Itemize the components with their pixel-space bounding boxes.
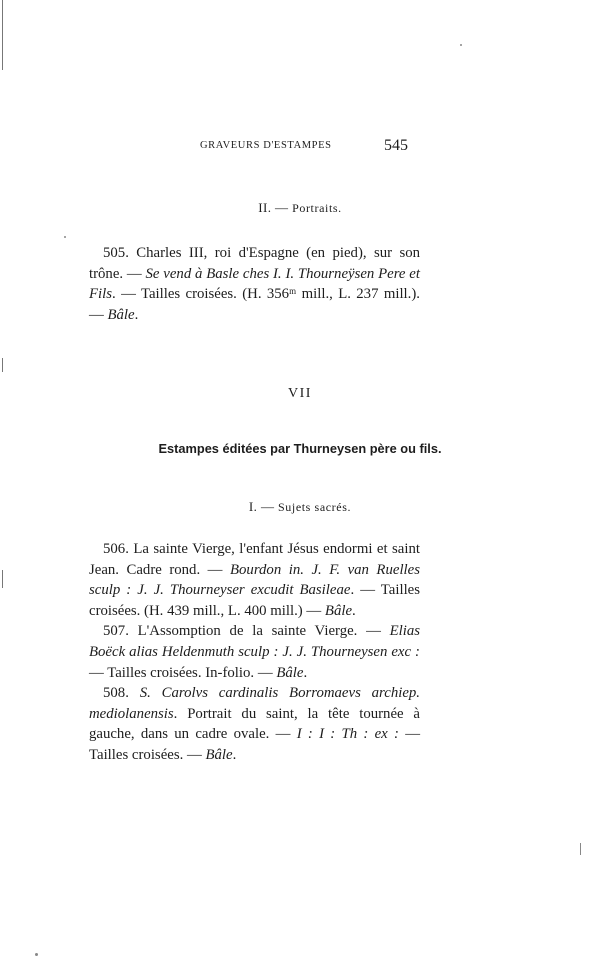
running-head-title: GRAVEURS D'ESTAMPES [200, 140, 332, 151]
catalogue-entry-505 [89, 243, 420, 325]
entry-inscription: Se vend à Basle ches I. I. Thourneÿsen Pere et Fils [89, 265, 420, 303]
scan-speck [35, 953, 38, 956]
entry-inscription: S. Carolvs cardinalis Borromaevs archiep. mediolanensis [89, 685, 420, 722]
scan-speck [64, 236, 66, 238]
catalogue-entry-506 [89, 539, 420, 621]
running-head [0, 138, 600, 158]
section-title: Portraits. [292, 201, 342, 215]
page-number: 545 [384, 137, 408, 154]
entry-end: . [352, 602, 356, 619]
entry-location: Bâle [205, 746, 233, 763]
scan-edge-mark [2, 570, 3, 588]
section-heading-portraits [0, 200, 600, 216]
chapter-title: Estampes éditées par Thurneysen père ou fils. [158, 441, 442, 456]
entry-technique: . — Tailles croisées. (H. 356ᵐ mill., L. 237 mill.). — [89, 286, 420, 323]
section-number: I. — [248, 499, 275, 514]
entry-end: . [232, 746, 237, 763]
entry-inscription: Elias Boëck alias Heldenmuth sculp : J. J. Thourneysen exc : [89, 623, 420, 660]
entry-description: . Portrait du saint, la tête tournée à gauche, dans un cadre ovale. — [89, 705, 420, 743]
entry-engraver-mark: I : I : Th : ex : [296, 726, 399, 743]
entry-end: . [303, 664, 308, 681]
entry-location: Bâle [107, 306, 135, 323]
entry-technique: . — Tailles croisées. (H. 439 mill., L. 400 mill.) — [89, 582, 421, 619]
section-title: Sujets sacrés. [278, 500, 352, 514]
entry-description: 507. L'Assomption de la sainte Vierge. — [103, 623, 390, 640]
scan-edge-mark [2, 358, 3, 372]
entry-number: 508. [103, 685, 140, 702]
section-number: II. — [258, 200, 289, 215]
scan-speck [580, 843, 581, 855]
entry-list-sacred [89, 539, 420, 766]
catalogue-entry-507 [89, 621, 420, 683]
catalogue-entry-508 [89, 683, 420, 765]
entry-list-portraits [89, 243, 420, 325]
entry-description: 505. Charles III, roi d'Espagne (en pied), sur son trône. — [89, 245, 420, 282]
entry-technique: — Tailles croisées. — [89, 726, 420, 763]
chapter-number: VII [288, 386, 312, 401]
entry-description: 506. La sainte Vierge, l'enfant Jésus endormi et saint Jean. Cadre rond. — [89, 541, 420, 578]
entry-end: . [134, 306, 139, 323]
section-heading-sacred [0, 499, 600, 515]
entry-inscription: Bourdon in. J. F. van Ruelles sculp : J. J. Thourneyser excudit Basileae [89, 561, 420, 599]
scan-edge-mark [2, 0, 3, 70]
entry-technique: — Tailles croisées. In-folio. — [89, 664, 277, 681]
entry-location: Bâle [276, 664, 304, 681]
entry-location: Bâle [324, 602, 353, 619]
scan-speck [460, 44, 462, 46]
